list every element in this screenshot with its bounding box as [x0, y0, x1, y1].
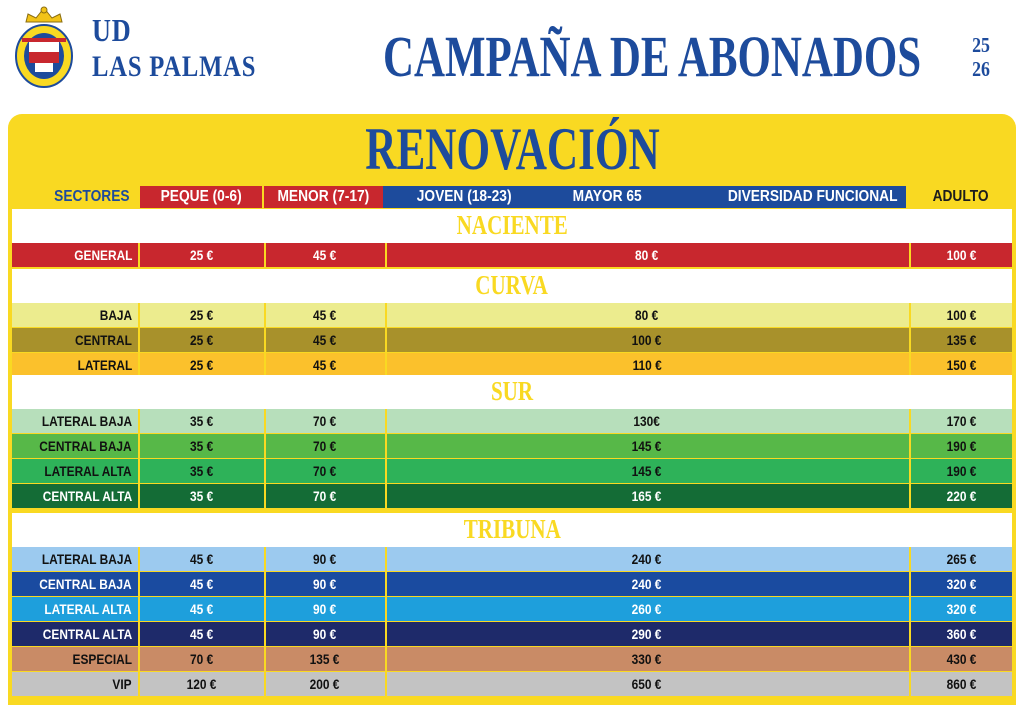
cell-adulto: 360 €	[946, 626, 977, 642]
col-header-diversidad: DIVERSIDAD FUNCIONAL	[727, 188, 898, 205]
section-title: CURVA	[475, 270, 549, 300]
table-row	[12, 647, 1012, 671]
cell-main: 330 €	[632, 651, 662, 667]
cell-adulto: 135 €	[946, 332, 977, 348]
cell-peque: 120 €	[187, 676, 217, 692]
cell-adulto: 190 €	[946, 463, 977, 479]
col-header-mayor: MAYOR 65	[572, 188, 642, 205]
cell-divider	[138, 328, 140, 352]
cell-menor: 70 €	[312, 413, 337, 429]
table-row	[12, 547, 1012, 571]
cell-main: 145 €	[632, 463, 662, 479]
cell-sector: GENERAL	[73, 247, 132, 263]
cell-sector: VIP	[112, 676, 132, 692]
cell-divider	[138, 672, 140, 696]
cell-menor: 200 €	[309, 676, 340, 692]
cell-divider	[138, 459, 140, 483]
season-top: 25	[972, 33, 990, 57]
cell-divider	[138, 353, 140, 377]
cell-menor: 45 €	[312, 247, 337, 263]
cell-main: 240 €	[632, 576, 662, 592]
cell-peque: 25 €	[190, 332, 214, 348]
cell-menor: 90 €	[312, 551, 337, 567]
cell-adulto: 190 €	[946, 438, 977, 454]
cell-sector: LATERAL	[77, 357, 132, 373]
cell-divider	[138, 622, 140, 646]
cell-peque: 35 €	[190, 413, 214, 429]
brand-line-ud: UD	[92, 12, 132, 48]
cell-divider	[138, 547, 140, 571]
cell-sector: LATERAL BAJA	[41, 551, 132, 567]
table-row	[12, 303, 1012, 327]
cell-sector: ESPECIAL	[72, 651, 132, 667]
cell-adulto: 320 €	[946, 601, 977, 617]
renovacion-title: RENOVACIÓN	[364, 116, 660, 182]
cell-main: 110 €	[632, 357, 662, 373]
cell-divider	[138, 484, 140, 508]
cell-sector: CENTRAL BAJA	[39, 438, 132, 454]
col-header-adulto: ADULTO	[932, 188, 990, 205]
cell-sector: LATERAL BAJA	[41, 413, 132, 429]
cell-divider	[138, 572, 140, 596]
table-row	[12, 622, 1012, 646]
cell-menor: 45 €	[312, 307, 337, 323]
col-header-peque: PEQUE (0-6)	[140, 186, 262, 208]
table-row	[12, 672, 1012, 696]
section-header	[12, 269, 1012, 303]
cell-menor: 135 €	[309, 651, 340, 667]
cell-adulto: 265 €	[946, 551, 977, 567]
cell-main: 240 €	[632, 551, 662, 567]
section-header	[12, 513, 1012, 547]
cell-peque: 25 €	[190, 357, 214, 373]
cell-menor: 90 €	[312, 601, 337, 617]
table-row	[12, 353, 1012, 377]
cell-main: 130€	[633, 413, 661, 429]
club-wordmark	[92, 14, 292, 82]
col-header-joven: JOVEN (18-23)	[416, 188, 512, 205]
cell-peque: 45 €	[190, 576, 214, 592]
col-header-menor: MENOR (7-17)	[264, 186, 383, 208]
cell-main: 100 €	[632, 332, 662, 348]
cell-menor: 70 €	[312, 488, 337, 504]
cell-divider	[138, 303, 140, 327]
cell-sector: CENTRAL BAJA	[39, 576, 132, 592]
cell-divider	[138, 597, 140, 621]
table-row	[12, 597, 1012, 621]
table-row	[12, 243, 1012, 267]
cell-adulto: 170 €	[946, 413, 977, 429]
cell-divider	[138, 409, 140, 433]
cell-peque: 45 €	[190, 626, 214, 642]
cell-peque: 35 €	[190, 438, 214, 454]
season-label	[970, 33, 992, 81]
cell-adulto: 320 €	[946, 576, 977, 592]
cell-peque: 25 €	[190, 247, 214, 263]
cell-menor: 90 €	[312, 576, 337, 592]
cell-adulto: 220 €	[946, 488, 977, 504]
section-title: SUR	[490, 376, 534, 406]
cell-main: 80 €	[635, 307, 659, 323]
campaign-title: CAMPAÑA DE ABONADOS	[383, 24, 922, 89]
cell-main: 290 €	[632, 626, 662, 642]
cell-divider	[138, 647, 140, 671]
cell-adulto: 100 €	[946, 307, 977, 323]
col-header-sectores: SECTORES	[54, 188, 130, 205]
cell-peque: 35 €	[190, 463, 214, 479]
section-header	[12, 375, 1012, 409]
table-row	[12, 434, 1012, 458]
section-title: NACIENTE	[456, 210, 568, 240]
table-row	[12, 409, 1012, 433]
cell-divider	[138, 243, 140, 267]
cell-peque: 45 €	[190, 551, 214, 567]
cell-divider	[138, 434, 140, 458]
section-title: TRIBUNA	[463, 514, 561, 544]
cell-sector: CENTRAL ALTA	[42, 488, 132, 504]
table-row	[12, 484, 1012, 508]
cell-adulto: 430 €	[946, 651, 977, 667]
cell-main: 145 €	[632, 438, 662, 454]
cell-menor: 90 €	[312, 626, 337, 642]
table-row	[12, 328, 1012, 352]
season-bottom: 26	[972, 57, 990, 81]
cell-adulto: 860 €	[946, 676, 977, 692]
cell-main: 260 €	[632, 601, 662, 617]
cell-menor: 70 €	[312, 438, 337, 454]
cell-adulto: 100 €	[946, 247, 977, 263]
col-header-group-blue	[383, 186, 906, 208]
price-panel	[8, 114, 1016, 705]
table-row	[12, 459, 1012, 483]
cell-sector: LATERAL ALTA	[44, 463, 132, 479]
cell-peque: 70 €	[190, 651, 214, 667]
cell-main: 650 €	[632, 676, 662, 692]
table-row	[12, 572, 1012, 596]
cell-sector: CENTRAL	[75, 332, 132, 348]
cell-peque: 25 €	[190, 307, 214, 323]
cell-menor: 45 €	[312, 332, 337, 348]
cell-sector: BAJA	[99, 307, 132, 323]
cell-menor: 45 €	[312, 357, 337, 373]
cell-peque: 35 €	[190, 488, 214, 504]
cell-menor: 70 €	[312, 463, 337, 479]
cell-main: 80 €	[635, 247, 659, 263]
cell-peque: 45 €	[190, 601, 214, 617]
cell-sector: CENTRAL ALTA	[42, 626, 132, 642]
cell-sector: LATERAL ALTA	[44, 601, 132, 617]
section-header	[12, 209, 1012, 243]
cell-adulto: 150 €	[946, 357, 977, 373]
brand-line-las-palmas: LAS PALMAS	[92, 50, 257, 83]
cell-main: 165 €	[632, 488, 662, 504]
club-crest-logo	[12, 4, 76, 90]
